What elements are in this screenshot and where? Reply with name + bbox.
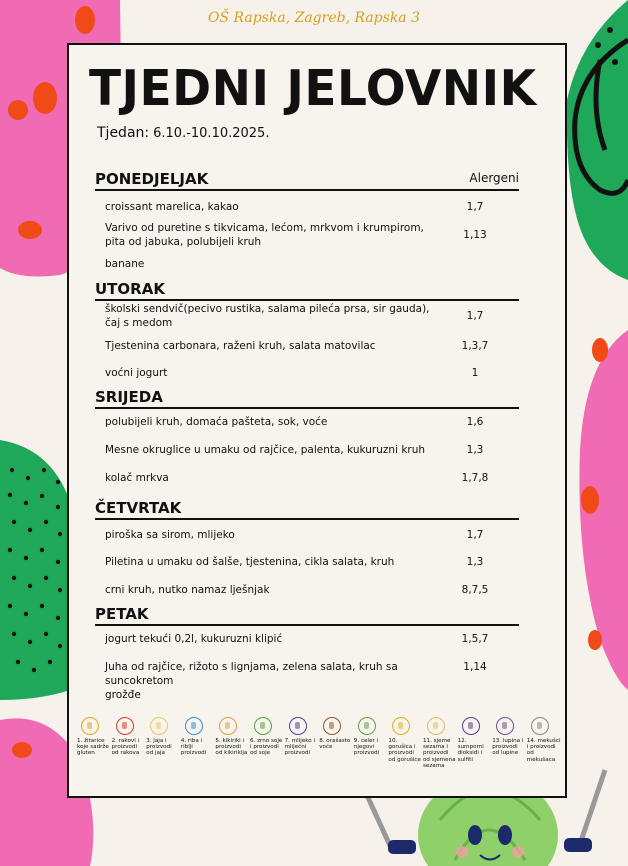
legend-item-label: 7. mlijeko i mliječni proizvodi — [284, 738, 316, 757]
legend-item-label: 11. sjeme sezama i proizvodi od sjemena sezama — [423, 738, 456, 769]
day-name: SRIJEDA — [95, 388, 163, 406]
legend-item-label: 4. riba i riblji proizvodi — [180, 738, 207, 757]
menu-item-text: Mesne okruglice u umaku od rajčice, palenta, kukuruzni kruh — [105, 444, 426, 456]
legend-item — [181, 717, 215, 757]
menu-item-text: croissant marelica, kakao — [105, 201, 239, 213]
menu-item-text: polubijeli kruh, domaća pašteta, sok, voće — [105, 416, 328, 428]
menu-item-text: Tjestenina carbonara, raženi kruh, salata matovilac — [105, 340, 376, 352]
day-name: ČETVRTAK — [95, 499, 182, 517]
legend-item-label: 12. sumporni dioksidi i sulfiti — [457, 738, 484, 763]
mollusc-icon — [531, 717, 549, 735]
milk-icon — [289, 717, 307, 735]
legend-item — [215, 717, 249, 757]
page-title: TJEDNI JELOVNIK — [89, 59, 537, 118]
menu-item-allergens: 1,7 — [466, 201, 484, 213]
menu-item-text: banane — [105, 258, 145, 270]
menu-item-text: Piletina u umaku od šalše, tjestenina, cikla salata, kruh — [105, 556, 395, 568]
day-header-tuesday — [95, 279, 519, 301]
legend-item — [146, 717, 180, 757]
menu-item-text: voćni jogurt — [105, 367, 168, 379]
day-name: PONEDJELJAK — [95, 170, 209, 188]
menu-item-text: piroška sa sirom, mlijeko — [105, 529, 235, 541]
legend-item-label: 10. gorušica i proizvodi od gorušice — [388, 738, 421, 763]
legend-item-label: 9. celer i njegovi proizvodi — [353, 738, 380, 757]
legend-item — [285, 717, 319, 757]
legend-item-label: 2. rakovi i proizvodi od rakova — [111, 738, 140, 757]
menu-item-text: grožđe — [105, 689, 141, 701]
celery-icon — [358, 717, 376, 735]
day-header-monday — [95, 169, 519, 191]
peanut-icon — [219, 717, 237, 735]
menu-item-allergens: 1,3,7 — [461, 340, 489, 352]
menu-item-text: crni kruh, nutko namaz lješnjak — [105, 584, 270, 596]
legend-item — [354, 717, 388, 757]
menu-item-allergens: 1,13 — [463, 229, 487, 241]
menu-item-text: Varivo od puretine s tikvicama, lećom, mrkvom i krumpirom, pita od jabuka, polubijeli kruh — [105, 222, 424, 248]
lupin-icon — [496, 717, 514, 735]
fish-icon — [185, 717, 203, 735]
legend-item-label: 5. kikiriki i proizvodi od kikirikija — [215, 738, 248, 757]
menu-item-allergens: 1,14 — [463, 661, 487, 673]
school-name: OŠ Rapska, Zagreb, Rapska 3 — [207, 10, 421, 26]
egg-icon — [150, 717, 168, 735]
menu-item-allergens: 8,7,5 — [461, 584, 489, 596]
day-name: UTORAK — [95, 280, 165, 298]
legend-item — [458, 717, 492, 763]
legend-item-label: 1. žitarice koje sadrže gluten — [77, 738, 109, 757]
menu-item-allergens: 1,3 — [466, 444, 484, 456]
menu-item-text: školski sendvič(pecivo rustika, salama pileća prsa, sir gauda), čaj s medom — [105, 303, 430, 329]
menu-item-text: Juha od rajčice, rižoto s lignjama, zelena salata, kruh sa suncokretom — [105, 661, 398, 687]
menu-card — [67, 43, 567, 798]
week-range — [97, 125, 269, 141]
legend-item-label: 8. orašasto voće — [319, 738, 351, 751]
legend-item — [388, 717, 422, 763]
menu-item-allergens: 1,7 — [466, 529, 484, 541]
legend-item — [423, 717, 457, 769]
week-label: Tjedan: — [97, 125, 150, 141]
week-dates: 6.10.-10.10.2025. — [153, 126, 270, 141]
menu-item-text: kolač mrkva — [105, 472, 169, 484]
sesame-icon — [427, 717, 445, 735]
legend-item-label: 13. lupina i proizvodi od lupine — [492, 738, 524, 757]
legend-item-label: 14. mekušci i proizvodi od mekušaca — [526, 738, 561, 763]
sulfite-icon — [462, 717, 480, 735]
menu-item-allergens: 1 — [471, 367, 479, 379]
day-header-thursday — [95, 498, 519, 520]
soy-icon — [254, 717, 272, 735]
menu-item-text: jogurt tekući 0,2l, kukuruzni klipić — [105, 633, 283, 645]
allergens-header: Alergeni — [469, 171, 519, 185]
legend-item — [250, 717, 284, 757]
legend-item-label: 3. jaja i proizvodi od jaja — [146, 738, 172, 757]
day-name: PETAK — [95, 605, 149, 623]
menu-item-allergens: 1,7,8 — [461, 472, 489, 484]
menu-item-allergens: 1,7 — [466, 310, 484, 322]
nut-icon — [323, 717, 341, 735]
mustard-icon — [392, 717, 410, 735]
legend-item — [319, 717, 353, 750]
day-header-friday — [95, 604, 519, 626]
legend-item — [77, 717, 111, 757]
menu-item-allergens: 1,3 — [466, 556, 484, 568]
menu-item-allergens: 1,5,7 — [461, 633, 489, 645]
day-header-wednesday — [95, 387, 519, 409]
crab-icon — [116, 717, 134, 735]
legend-item — [492, 717, 526, 757]
legend-item-label: 6. zrno soje i proizvodi od soje — [250, 738, 283, 757]
wheat-icon — [81, 717, 99, 735]
menu-item-allergens: 1,6 — [466, 416, 484, 428]
legend-item — [112, 717, 146, 757]
legend-item — [527, 717, 561, 763]
